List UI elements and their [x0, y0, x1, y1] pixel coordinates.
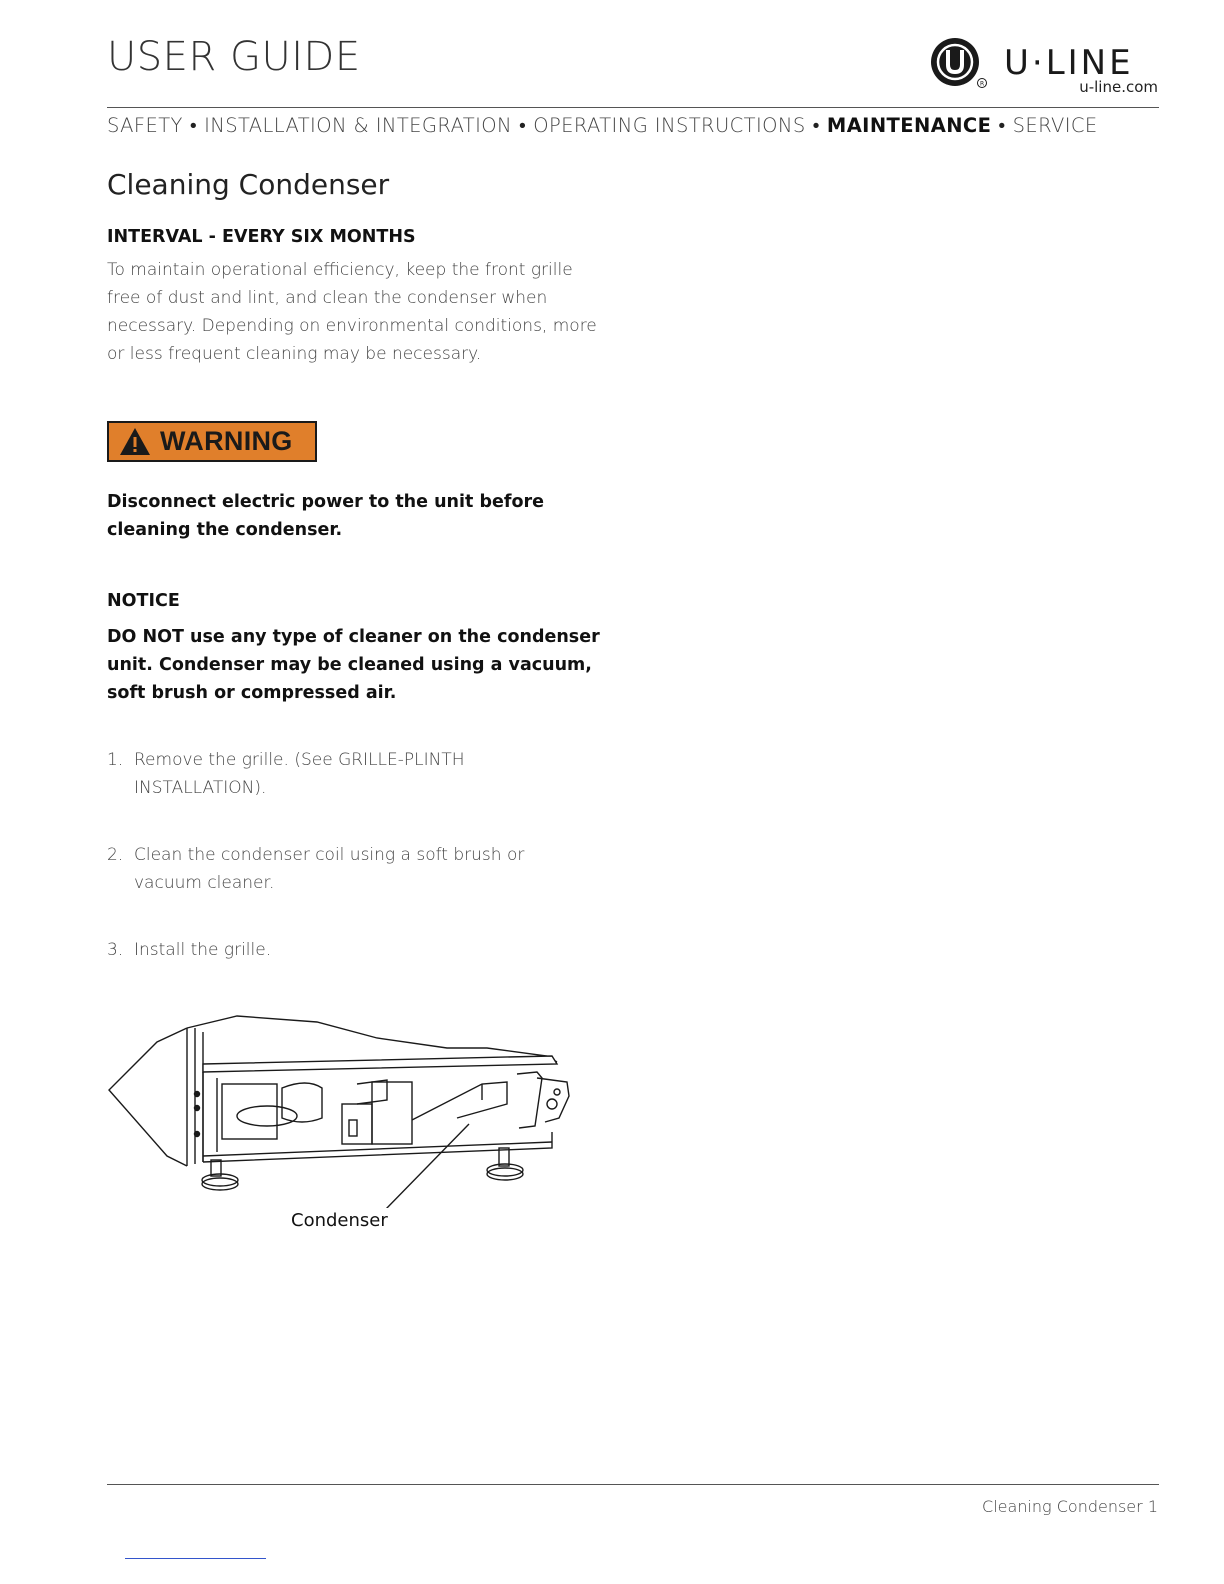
warning-triangle-icon	[119, 427, 151, 456]
figure-caption: Condenser	[291, 1210, 388, 1231]
warning-badge	[107, 421, 317, 462]
warning-label: WARNING	[160, 426, 293, 456]
nav-separator: •	[519, 114, 527, 137]
step-item	[107, 936, 607, 964]
svg-text:R: R	[980, 80, 985, 88]
nav-item-maintenance[interactable]: MAINTENANCE	[826, 114, 992, 137]
brand-name: U·LINE	[1004, 43, 1134, 83]
step-text: Clean the condenser coil using a soft brush or vacuum cleaner.	[134, 845, 525, 893]
notice-text: DO NOT use any type of cleaner on the condenser unit. Condenser may be cleaned using a vacuum, soft brush or compressed air.	[107, 627, 600, 703]
step-number: 2.	[107, 845, 124, 865]
nav-item-service[interactable]: SERVICE	[1012, 114, 1098, 137]
link-underline	[125, 1558, 266, 1559]
nav-separator: •	[189, 114, 198, 137]
condenser-illustration	[107, 1008, 587, 1208]
step-number: 1.	[107, 750, 124, 770]
notice-heading: NOTICE	[107, 591, 180, 611]
section-nav	[107, 114, 1159, 138]
step-text: Install the grille.	[134, 940, 272, 960]
section-title: Cleaning Condenser	[107, 168, 390, 201]
step-text: Remove the grille. (See GRILLE-PLINTH INSTALLATION).	[134, 750, 465, 798]
nav-item-safety[interactable]: SAFETY	[107, 114, 183, 137]
nav-separator: •	[998, 114, 1006, 137]
footer-page-label: Cleaning Condenser 1	[982, 1497, 1158, 1516]
document-title: USER GUIDE	[107, 34, 361, 80]
nav-item-operating[interactable]: OPERATING INSTRUCTIONS	[533, 114, 806, 137]
nav-item-installation[interactable]: INSTALLATION & INTEGRATION	[204, 114, 512, 137]
footer-divider	[107, 1484, 1159, 1485]
nav-separator: •	[812, 114, 820, 137]
brand-url[interactable]: u-line.com	[1079, 78, 1158, 96]
warning-text: Disconnect electric power to the unit before cleaning the condenser.	[107, 492, 545, 540]
step-item	[107, 841, 607, 897]
interval-heading: INTERVAL - EVERY SIX MONTHS	[107, 227, 416, 247]
step-item	[107, 746, 587, 802]
intro-paragraph: To maintain operational efficiency, keep the front grille free of dust and lint, and clean the condenser when necessary. Depending on environmental conditions, more or less frequent cleaning may be necessary.	[107, 260, 597, 364]
header-divider	[107, 107, 1159, 108]
step-number: 3.	[107, 940, 124, 960]
